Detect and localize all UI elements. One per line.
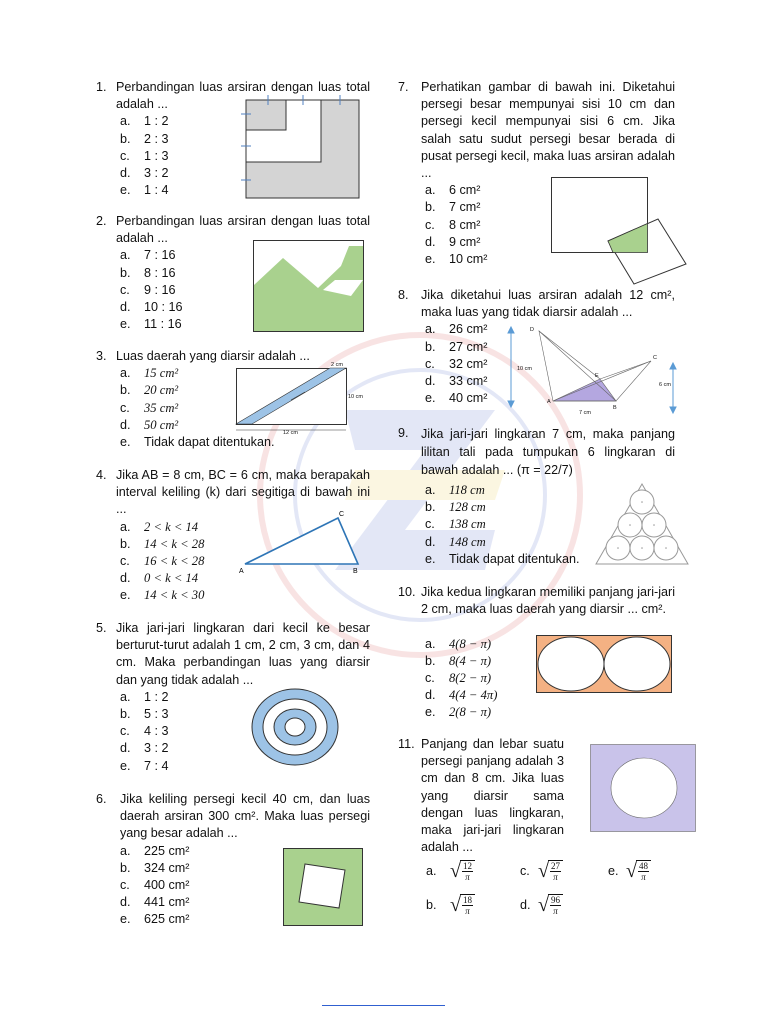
figure-q5-concentric-circles xyxy=(250,687,340,767)
svg-text:10 cm: 10 cm xyxy=(517,366,532,372)
option-b: b. √ $\frac{18}{\pi}$ xyxy=(426,894,475,916)
figure-q10-two-circles xyxy=(536,635,672,693)
question-text: Perbandingan luas arsiran dengan luas total adalah ... xyxy=(116,80,370,112)
figure-q6-tilted-square xyxy=(283,848,363,926)
option-c: c. √ $\frac{27}{\pi}$ xyxy=(520,860,563,882)
option-a: a. √ $\frac{12}{\pi}$ xyxy=(426,860,475,882)
svg-text:7 cm: 7 cm xyxy=(579,410,591,416)
label-2cm: 2 cm xyxy=(331,362,343,368)
figure-q4-triangle xyxy=(236,508,366,578)
svg-text:D: D xyxy=(530,327,534,333)
svg-text:B: B xyxy=(613,405,617,411)
svg-text:A: A xyxy=(239,568,244,575)
label-10cm: 10 cm xyxy=(348,394,363,400)
figure-q8-two-triangles xyxy=(503,323,688,419)
figure-q3-rectangle xyxy=(233,362,373,436)
figure-q7-overlapping-squares xyxy=(550,176,690,288)
figure-q2-mountain xyxy=(253,240,364,332)
figure-q11-rectangle-circle xyxy=(590,744,696,832)
footer-link-underline[interactable] xyxy=(322,1005,445,1006)
svg-text:A: A xyxy=(547,399,551,405)
svg-text:E: E xyxy=(595,373,599,379)
figure-q9-stacked-circles xyxy=(594,482,690,566)
svg-text:B: B xyxy=(353,568,358,575)
svg-text:C: C xyxy=(653,355,657,361)
svg-text:6 cm: 6 cm xyxy=(659,382,671,388)
option-d: d. √ $\frac{96}{\pi}$ xyxy=(520,894,563,916)
question-number: 1. xyxy=(96,80,107,94)
option-e: e. √ $\frac{48}{\pi}$ xyxy=(608,860,651,882)
svg-text:C: C xyxy=(339,511,345,518)
label-12cm: 12 cm xyxy=(283,430,298,436)
figure-q1-squares xyxy=(240,92,365,200)
